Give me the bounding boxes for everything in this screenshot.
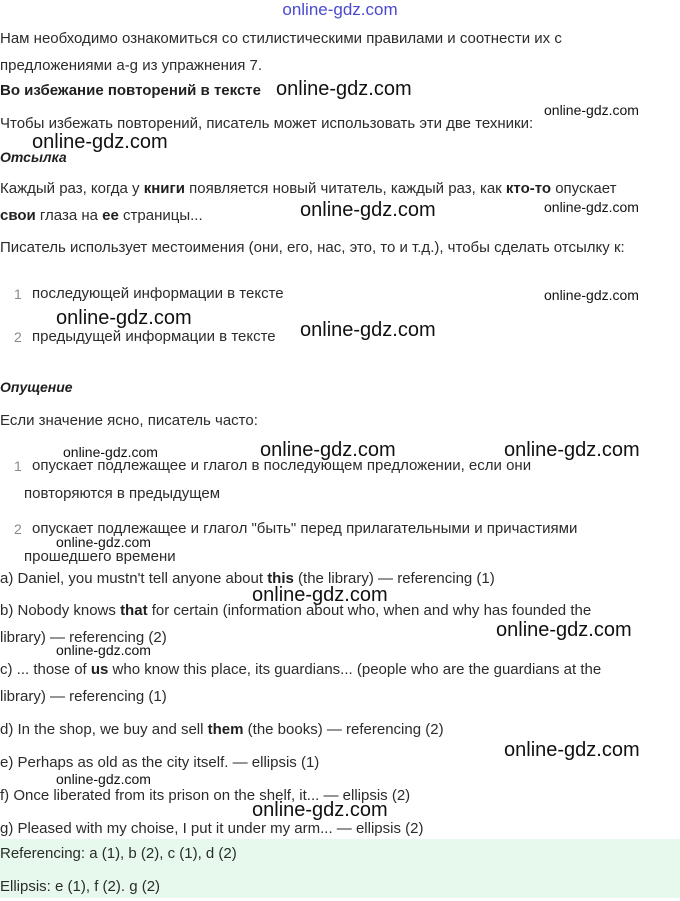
list-item-number: 2 xyxy=(14,329,22,345)
watermark[interactable]: online-gdz.com xyxy=(252,799,388,821)
watermark[interactable]: online-gdz.com xyxy=(32,131,168,153)
watermark[interactable]: online-gdz.com xyxy=(504,439,640,461)
list-item-continuation: повторяются в предыдущем xyxy=(24,485,221,502)
list-item: последующей информации в тексте xyxy=(32,285,284,302)
watermark-top[interactable]: online-gdz.com xyxy=(282,0,398,19)
watermark[interactable]: online-gdz.com xyxy=(300,319,436,341)
watermark[interactable]: online-gdz.com xyxy=(56,534,151,550)
list-item-continuation: прошедшего времени xyxy=(24,548,176,565)
answer-f: f) Once liberated from its prison on the shelf, it... — ellipsis (2) xyxy=(0,787,411,804)
watermark[interactable]: online-gdz.com xyxy=(544,199,639,215)
list-item-number: 2 xyxy=(14,521,22,537)
summary-ellipsis: Ellipsis: e (1), f (2). g (2) xyxy=(0,878,161,895)
watermark[interactable]: online-gdz.com xyxy=(63,444,158,460)
techniques-line: Чтобы избежать повторений, писатель может использовать эти две техники: xyxy=(0,115,534,132)
watermark[interactable]: online-gdz.com xyxy=(252,584,388,606)
list-item-number: 1 xyxy=(14,286,22,302)
watermark[interactable]: online-gdz.com xyxy=(300,199,436,221)
watermark[interactable]: online-gdz.com xyxy=(56,771,151,787)
answer-g: g) Pleased with my choise, I put it under my arm... — ellipsis (2) xyxy=(0,820,424,837)
watermark[interactable]: online-gdz.com xyxy=(260,439,396,461)
watermark[interactable]: online-gdz.com xyxy=(56,642,151,658)
list-item: предыдущей информации в тексте xyxy=(32,328,276,345)
summary-referencing: Referencing: a (1), b (2), c (1), d (2) xyxy=(0,845,237,862)
intro-line-1: Нам необходимо ознакомиться со стилистическими правилами и соотнести их с xyxy=(0,30,562,47)
watermark[interactable]: online-gdz.com xyxy=(56,307,192,329)
answer-d: d) In the shop, we buy and sell them (the books) — referencing (2) xyxy=(0,721,444,738)
referencing-title: Отсылка xyxy=(0,149,67,165)
answer-c-continuation: library) — referencing (1) xyxy=(0,688,167,705)
referencing-example-line-2: свои глаза на ее страницы... xyxy=(0,207,203,224)
watermark[interactable]: online-gdz.com xyxy=(544,287,639,303)
watermark[interactable]: online-gdz.com xyxy=(276,78,412,100)
answer-b-continuation: library) — referencing (2) xyxy=(0,629,167,646)
ellipsis-intro: Если значение ясно, писатель часто: xyxy=(0,412,258,429)
answer-a: a) Daniel, you mustn't tell anyone about this (the library) — referencing (1) xyxy=(0,570,495,587)
ellipsis-title: Опущение xyxy=(0,379,73,395)
list-item-number: 1 xyxy=(14,458,22,474)
referencing-example-line-1: Каждый раз, когда у книги появляется новый читатель, каждый раз, как кто-то опускает xyxy=(0,180,617,197)
section-title: Во избежание повторений в тексте xyxy=(0,82,261,99)
watermark[interactable]: online-gdz.com xyxy=(504,739,640,761)
answer-b: b) Nobody knows that for certain (information about who, when and why has founded the xyxy=(0,602,592,619)
pronouns-line: Писатель использует местоимения (они, его, нас, это, то и т.д.), чтобы сделать отсылку к: xyxy=(0,239,625,256)
list-item: опускает подлежащее и глагол "быть" перед прилагательными и причастиями xyxy=(32,520,578,537)
answer-e: e) Perhaps as old as the city itself. — ellipsis (1) xyxy=(0,754,320,771)
list-item: опускает подлежащее и глагол в последующем предложении, если они xyxy=(32,457,532,474)
answer-c: c) ... those of us who know this place, its guardians... (people who are the guardians at the xyxy=(0,661,602,678)
intro-line-2: предложениями a-g из упражнения 7. xyxy=(0,57,263,74)
watermark[interactable]: online-gdz.com xyxy=(496,619,632,641)
watermark[interactable]: online-gdz.com xyxy=(544,102,639,118)
